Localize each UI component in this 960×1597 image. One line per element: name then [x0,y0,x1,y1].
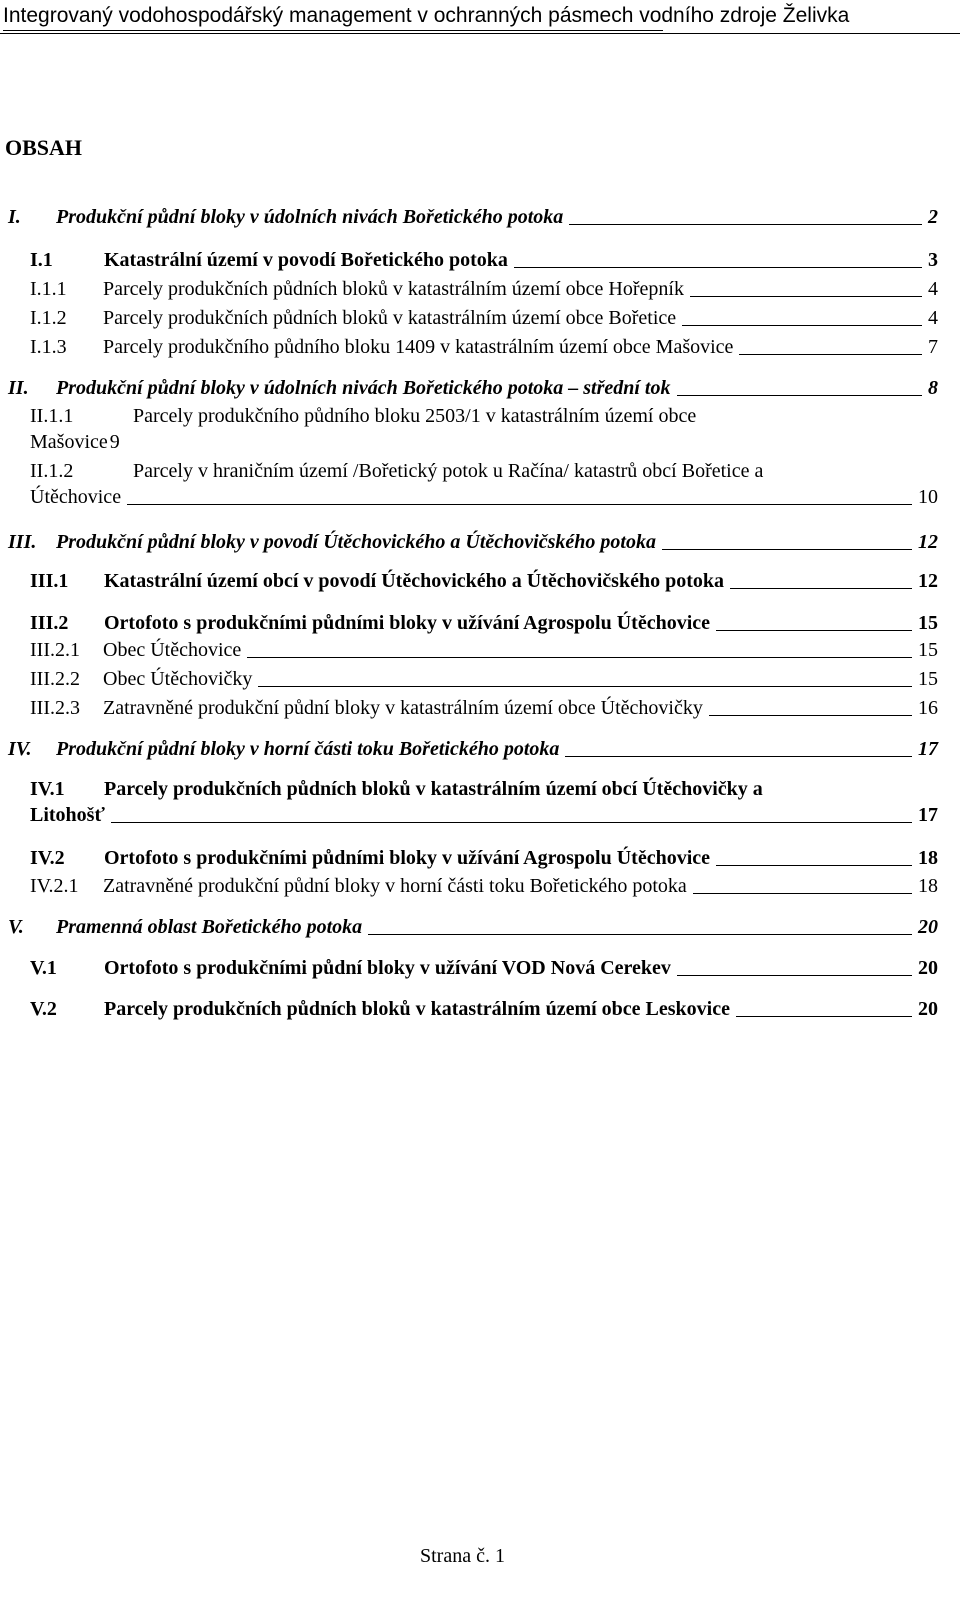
toc-entry-page: 18 [918,875,938,897]
toc-entry[interactable] [0,914,960,940]
toc-leader [730,588,912,589]
toc-entry-number: II.1.1 [30,405,74,427]
toc-entry[interactable] [0,276,960,302]
toc-leader [736,1016,912,1017]
toc-leader [677,975,912,976]
toc-leader [739,354,922,355]
toc-entry[interactable] [0,955,960,981]
running-header: Integrovaný vodohospodářský management v ochranných pásmech vodního zdroje Želivka [3,2,663,31]
toc-entry-title: Ortofoto s produkčními půdní bloky v užívání VOD Nová Cerekev [104,957,671,979]
toc-entry[interactable] [0,776,960,828]
toc-entry-page: 7 [928,336,938,358]
toc-entry-number: I.1 [30,249,53,271]
toc-entry-title: Parcely produkčních půdních bloků v katastrálním území obce Bořetice [103,307,677,329]
toc-entry-page: 12 [918,531,938,553]
toc-leader [565,756,912,757]
toc-entry-number: III.2.2 [30,668,80,690]
toc-entry[interactable] [0,529,960,555]
toc-entry-title: Obec Útěchovice [103,639,242,661]
toc-entry-title: Parcely produkčních půdních bloků v katastrálním území obce Leskovice [104,998,730,1020]
toc-entry-page: 9 [109,431,120,453]
toc-entry-page: 4 [928,278,938,300]
toc-leader [682,325,922,326]
toc-leader [247,657,912,658]
toc-entry-title: Zatravněné produkční půdní bloky v katastrálním území obce Útěchovičky [103,697,703,719]
toc-entry[interactable] [0,996,960,1022]
toc-entry-page: 12 [918,570,938,592]
toc-entry-title: Parcely produkčních půdních bloků v katastrálním území obce Hořepník [103,278,684,300]
toc-entry-number: III.2.3 [30,697,80,719]
toc-entry-title: Parcely produkčních půdních bloků v katastrálním území obcí Útěchovičky a [104,778,763,800]
toc-entry[interactable] [0,458,960,510]
toc-entry-page: 20 [918,998,938,1020]
toc-entry-number: IV.1 [30,778,65,800]
toc-entry-number: III. [8,531,37,553]
toc-entry[interactable] [0,403,960,455]
toc-leader [111,822,912,823]
toc-leader [127,504,912,505]
toc-entry-page: 17 [918,804,938,826]
toc-entry-page: 4 [928,307,938,329]
toc-entry[interactable] [0,334,960,360]
toc-entry-number: II. [8,377,29,399]
toc-entry-number: IV.2.1 [30,875,79,897]
toc-entry-title: Parcely produkčního půdního bloku 1409 v katastrálním území obce Mašovice [103,336,734,358]
toc-leader [716,630,912,631]
toc-entry-title: Obec Útěchovičky [103,668,253,690]
toc-entry-title: Produkční půdní bloky v horní části toku Bořetického potoka [56,738,560,760]
toc-entry[interactable] [0,568,960,594]
toc-entry-title: Katastrální území v povodí Bořetického potoka [104,249,508,271]
toc-leader [662,549,912,550]
toc-leader [693,893,912,894]
toc-entry-title: Produkční půdní bloky v údolních nivách Bořetického potoka [56,206,564,228]
toc-entry-number: IV.2 [30,847,65,869]
toc-entry-title-continued: Litohošť [30,804,105,826]
toc-entry-page: 18 [918,847,938,869]
toc-entry-page: 16 [918,697,938,719]
toc-entry-title: Parcely v hraničním území /Bořetický potok u Račína/ katastrů obcí Bořetice a [133,460,764,482]
toc-entry-page: 8 [928,377,938,399]
toc-entry-number: I.1.3 [30,336,67,358]
toc-entry-title: Parcely produkčního půdního bloku 2503/1 v katastrálním území obce [133,405,697,427]
toc-entry[interactable] [0,666,960,692]
page-number: Strana č. 1 [420,1545,505,1567]
toc-entry[interactable] [0,736,960,762]
toc-entry[interactable] [0,873,960,899]
toc-entry-page: 20 [918,957,938,979]
toc-entry-page: 3 [928,249,938,271]
toc-entry-title: Ortofoto s produkčními půdními bloky v užívání Agrospolu Útěchovice [104,612,711,634]
toc-entry-title-continued: Mašovice [30,431,108,453]
toc-entry-page: 15 [918,639,938,661]
toc-entry[interactable] [0,610,960,636]
toc-entry-title: Zatravněné produkční půdní bloky v horní části toku Bořetického potoka [103,875,687,897]
toc-entry-page: 15 [918,668,938,690]
toc-leader [368,934,912,935]
toc-entry-number: V. [8,916,24,938]
toc-entry[interactable] [0,845,960,871]
toc-entry-title: Produkční půdní bloky v povodí Útěchovického a Útěchovičského potoka [56,531,656,553]
toc-entry-number: III.1 [30,570,69,592]
toc-entry-title: Produkční půdní bloky v údolních nivách Bořetického potoka – střední tok [56,377,671,399]
toc-entry-title: Pramenná oblast Bořetického potoka [56,916,363,938]
toc-entry[interactable] [0,695,960,721]
toc-entry[interactable] [0,637,960,663]
toc-entry-page: 15 [918,612,938,634]
toc-entry-title: Katastrální území obcí v povodí Útěchovického a Útěchovičského potoka [104,570,724,592]
toc-entry-number: III.2.1 [30,639,80,661]
toc-leader [690,296,922,297]
toc-entry[interactable] [0,305,960,331]
toc-entry[interactable] [0,204,960,230]
toc-entry[interactable] [0,247,960,273]
toc-entry-number: V.2 [30,998,57,1020]
toc-entry-page: 17 [918,738,938,760]
toc-entry-number: I.1.2 [30,307,67,329]
toc-leader [677,395,923,396]
toc-entry-number: II.1.2 [30,460,74,482]
toc-leader [514,267,922,268]
toc-leader [709,715,912,716]
toc-leader [569,224,922,225]
toc-entry-number: IV. [8,738,32,760]
toc-entry-number: V.1 [30,957,57,979]
toc-entry-number: I.1.1 [30,278,67,300]
toc-entry-title: Ortofoto s produkčními půdními bloky v užívání Agrospolu Útěchovice [104,847,711,869]
toc-entry-number: III.2 [30,612,69,634]
toc-heading: OBSAH [5,135,83,160]
toc-leader [716,865,912,866]
toc-entry[interactable] [0,375,960,401]
toc-entry-number: I. [8,206,21,228]
toc-entry-page: 10 [918,486,938,508]
toc-leader [258,686,912,687]
toc-entry-title-continued: Útěchovice [30,486,122,508]
toc-entry-page: 2 [928,206,938,228]
toc-entry-page: 20 [918,916,938,938]
